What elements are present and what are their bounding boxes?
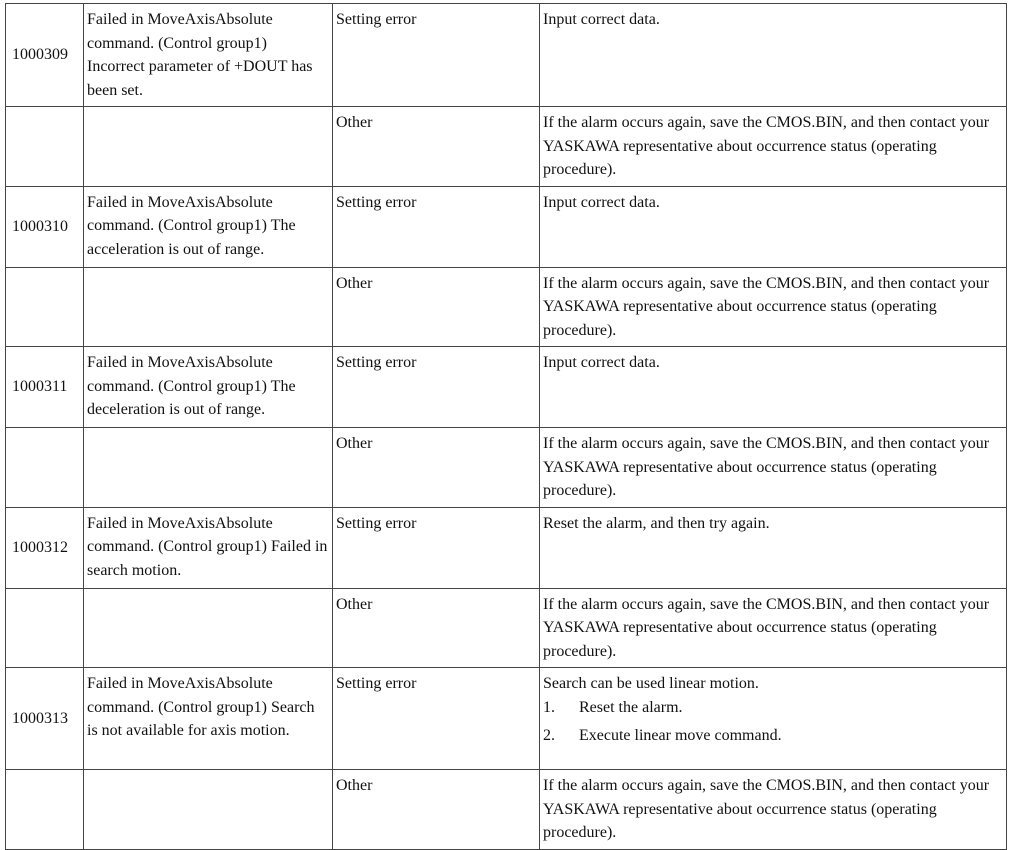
alarm-remedy: If the alarm occurs again, save the CMOS.BIN, and then contact your YASKAWA representative about occurrence status (operating procedure). xyxy=(540,770,1007,850)
alarm-remedy: Input correct data. xyxy=(540,186,1007,267)
alarm-cause: Setting error xyxy=(333,347,540,428)
table-row xyxy=(6,770,1007,850)
alarm-code xyxy=(6,107,84,187)
alarm-meaning xyxy=(84,588,333,668)
alarm-code xyxy=(6,770,84,850)
table-row xyxy=(6,107,1007,187)
list-item xyxy=(543,724,1002,748)
alarm-cause: Setting error xyxy=(333,186,540,267)
alarm-meaning xyxy=(84,267,333,347)
alarm-cause: Setting error xyxy=(333,507,540,588)
alarm-cause: Other xyxy=(333,107,540,187)
alarm-meaning: Failed in MoveAxisAbsolute command. (Control group1) Search is not available for axis motion. xyxy=(84,668,333,770)
table-row xyxy=(6,668,1007,770)
table-row xyxy=(6,267,1007,347)
alarm-meaning xyxy=(84,428,333,508)
alarm-code xyxy=(6,267,84,347)
alarm-remedy: If the alarm occurs again, save the CMOS.BIN, and then contact your YASKAWA representative about occurrence status (operating procedure). xyxy=(540,428,1007,508)
alarm-meaning xyxy=(84,770,333,850)
list-item xyxy=(543,696,1002,720)
alarm-meaning: Failed in MoveAxisAbsolute command. (Control group1) The deceleration is out of range. xyxy=(84,347,333,428)
alarm-remedy xyxy=(540,668,1007,770)
alarm-code xyxy=(6,588,84,668)
table-row xyxy=(6,347,1007,428)
alarm-code: 1000311 xyxy=(6,347,84,428)
step-number: 2. xyxy=(543,727,555,744)
alarm-remedy: Input correct data. xyxy=(540,4,1007,107)
alarm-cause: Setting error xyxy=(333,668,540,770)
alarm-meaning: Failed in MoveAxisAbsolute command. (Control group1) Failed in search motion. xyxy=(84,507,333,588)
table-row xyxy=(6,428,1007,508)
alarm-remedy: Reset the alarm, and then try again. xyxy=(540,507,1007,588)
table-row xyxy=(6,4,1007,107)
table-row xyxy=(6,186,1007,267)
alarm-cause: Other xyxy=(333,428,540,508)
alarm-remedy: If the alarm occurs again, save the CMOS.BIN, and then contact your YASKAWA representative about occurrence status (operating procedure). xyxy=(540,588,1007,668)
step-number: 1. xyxy=(543,698,555,716)
step-text: Reset the alarm. xyxy=(579,698,683,716)
alarm-meaning: Failed in MoveAxisAbsolute command. (Control group1) The acceleration is out of range. xyxy=(84,186,333,267)
alarm-code: 1000312 xyxy=(6,507,84,588)
alarm-remedy: If the alarm occurs again, save the CMOS.BIN, and then contact your YASKAWA representative about occurrence status (operating procedure). xyxy=(540,107,1007,187)
alarm-remedy: If the alarm occurs again, save the CMOS.BIN, and then contact your YASKAWA representative about occurrence status (operating procedure). xyxy=(540,267,1007,347)
alarm-cause: Other xyxy=(333,770,540,850)
alarm-code: 1000313 xyxy=(6,668,84,770)
alarm-meaning xyxy=(84,107,333,187)
alarm-meaning: Failed in MoveAxisAbsolute command. (Control group1) Incorrect parameter of +DOUT has been set. xyxy=(84,4,333,107)
alarm-code xyxy=(6,428,84,508)
alarm-code: 1000310 xyxy=(6,186,84,267)
alarm-table xyxy=(5,3,1007,850)
alarm-remedy: Input correct data. xyxy=(540,347,1007,428)
step-text: Execute linear move command. xyxy=(579,727,782,744)
remedy-steps xyxy=(543,696,1002,748)
alarm-cause: Other xyxy=(333,267,540,347)
alarm-cause: Other xyxy=(333,588,540,668)
alarm-cause: Setting error xyxy=(333,4,540,107)
alarm-code: 1000309 xyxy=(6,4,84,107)
table-row xyxy=(6,507,1007,588)
table-row xyxy=(6,588,1007,668)
remedy-intro: Search can be used linear motion. xyxy=(543,675,759,692)
